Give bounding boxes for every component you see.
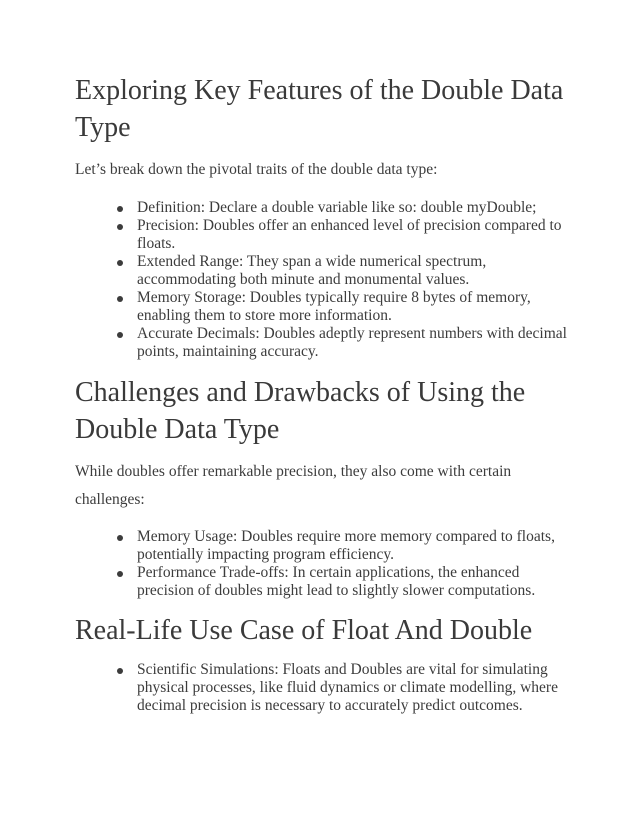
list-item	[115, 217, 570, 253]
bullet-icon	[117, 571, 123, 577]
list-item-text: Precision: Doubles offer an enhanced level of precision compared to floats.	[137, 217, 562, 252]
list-item-text: Extended Range: They span a wide numerical spectrum, accommodating both minute and monumental values.	[137, 253, 487, 288]
list-item-text: Memory Storage: Doubles typically require 8 bytes of memory, enabling them to store more information.	[137, 289, 531, 324]
list-item	[115, 325, 570, 361]
list-item	[115, 528, 570, 564]
list-item	[115, 253, 570, 289]
bullet-list-key-features	[115, 199, 570, 361]
list-item-text: Performance Trade-offs: In certain applications, the enhanced precision of doubles might lead to slightly slower computations.	[137, 564, 536, 599]
bullet-icon	[117, 668, 123, 674]
bullet-list-use-case	[115, 661, 570, 715]
section-heading-use-case: Real-Life Use Case of Float And Double	[75, 615, 533, 646]
list-item	[115, 661, 570, 715]
section-heading-challenges: Challenges and Drawbacks of Using the Double Data Type	[75, 377, 526, 445]
section-intro-challenges: While doubles offer remarkable precision, they also come with certain challenges:	[75, 463, 512, 508]
list-item	[115, 199, 570, 217]
bullet-icon	[117, 206, 123, 212]
bullet-icon	[117, 260, 123, 266]
bullet-icon	[117, 224, 123, 230]
list-item-text: Accurate Decimals: Doubles adeptly represent numbers with decimal points, maintaining accuracy.	[137, 325, 567, 360]
bullet-icon	[117, 296, 123, 302]
bullet-list-challenges	[115, 528, 570, 600]
bullet-icon	[117, 332, 123, 338]
bullet-icon	[117, 535, 123, 541]
list-item-text: Memory Usage: Doubles require more memory compared to floats, potentially impacting program efficiency.	[137, 528, 555, 563]
section-intro-key-features: Let’s break down the pivotal traits of the double data type:	[75, 161, 438, 178]
section-heading-key-features: Exploring Key Features of the Double Data Type	[75, 75, 564, 143]
list-item	[115, 289, 570, 325]
list-item	[115, 564, 570, 600]
list-item-text: Definition: Declare a double variable like so: double myDouble;	[137, 199, 537, 216]
list-item-text: Scientific Simulations: Floats and Doubles are vital for simulating physical processes, like fluid dynamics or climate modelling, where decimal precision is necessary to accurately predict outcomes.	[137, 661, 558, 714]
